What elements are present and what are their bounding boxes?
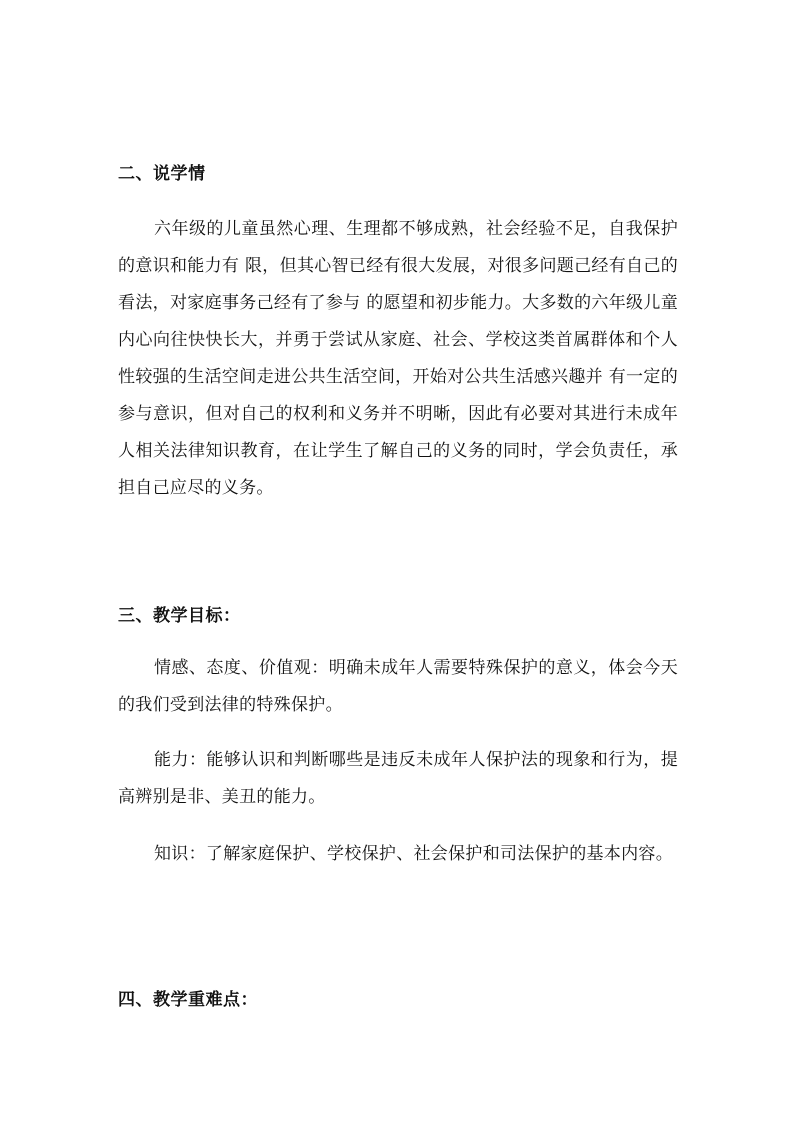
goal-ability-paragraph: 能力：能够认识和判断哪些是违反未成年人保护法的现象和行为，提高辨别是非、美丑的能力。	[118, 750, 678, 807]
goal-knowledge-paragraph: 知识：了解家庭保护、学校保护、社会保护和司法保护的基本内容。	[154, 844, 673, 864]
student-analysis-paragraph: 六年级的儿童虽然心理、生理都不够成熟，社会经验不足，自我保护的意识和能力有 限，但其心智已经有很大发展，对很多问题己经有自己的看法，对家庭事务己经有了参与 的愿望和初步能力。大多数的六年级儿童内心向往快快长大，并勇于尝试从家庭、社会、学校这类首属群体和个人性较强的生活空间走进公共生活空间，开始对公共生活感兴趣并 有一定的参与意识，但对自己的权利和义务并不明晰，因此有必要对其进行未成年人相关法律知识教育，在让学生了解自己的义务的同时，学会负责任，承担自己应尽的义务。	[118, 219, 678, 498]
section-heading-teaching-goals: 三、教学目标：	[118, 606, 241, 626]
section-heading-key-difficulties: 四、教学重难点：	[118, 990, 258, 1010]
goal-emotion-paragraph: 情感、态度、价值观：明确未成年人需要特殊保护的意义，体会今天的我们受到法律的特殊保护。	[118, 658, 678, 715]
section-heading-student-analysis: 二、说学情	[118, 164, 206, 184]
